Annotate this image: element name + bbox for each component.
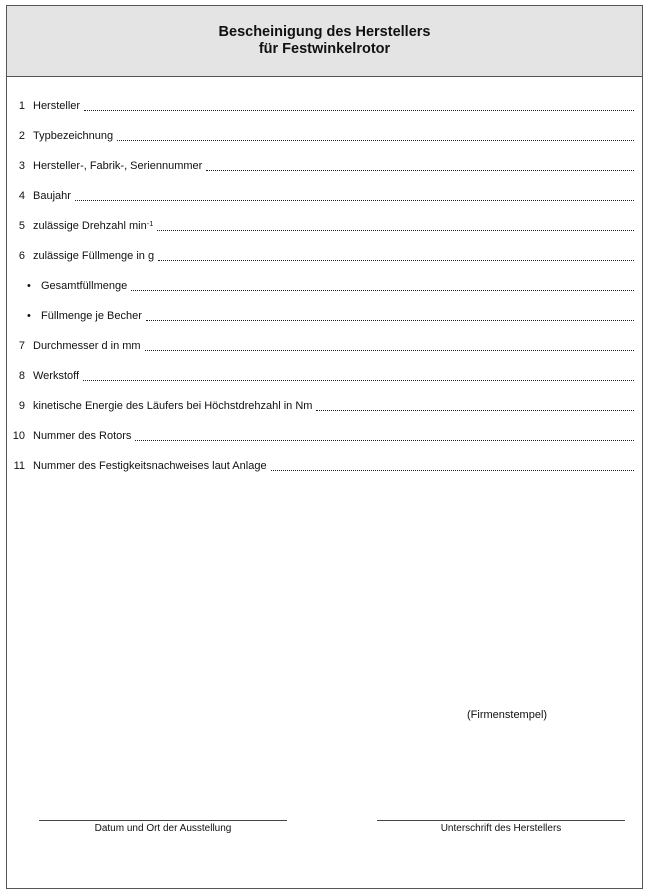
row-label: Gesamtfüllmenge	[41, 280, 128, 292]
certificate-form	[6, 5, 643, 889]
row-number: 2	[18, 130, 25, 142]
row-number: 11	[13, 460, 25, 472]
form-row[interactable]	[7, 157, 634, 173]
form-row[interactable]	[7, 217, 634, 233]
dotted-fill-line[interactable]	[146, 319, 634, 321]
dotted-fill-line[interactable]	[158, 259, 634, 261]
form-row[interactable]	[7, 127, 634, 143]
form-row[interactable]	[7, 97, 634, 113]
row-number: 4	[18, 190, 25, 202]
row-label: zulässige Füllmenge in g	[33, 250, 155, 262]
form-row[interactable]	[7, 337, 634, 353]
row-number: 1	[18, 100, 25, 112]
form-row[interactable]	[7, 367, 634, 383]
row-number: 6	[18, 250, 25, 262]
dotted-fill-line[interactable]	[83, 379, 634, 381]
dotted-fill-line[interactable]	[117, 139, 634, 141]
row-label: Nummer des Festigkeitsnachweises laut Anlage	[33, 460, 267, 472]
dotted-fill-line[interactable]	[75, 199, 634, 201]
bullet-icon: •	[27, 280, 31, 292]
row-number: 10	[12, 430, 25, 442]
dotted-fill-line[interactable]	[157, 229, 634, 231]
row-label: kinetische Energie des Läufers bei Höchstdrehzahl in Nm	[33, 400, 313, 412]
row-label: Durchmesser d in mm	[33, 340, 141, 352]
dotted-fill-line[interactable]	[84, 109, 634, 111]
row-number: 8	[18, 370, 25, 382]
row-number: 9	[18, 400, 25, 412]
form-row[interactable]	[7, 247, 634, 263]
form-row[interactable]	[7, 427, 634, 443]
company-stamp-label: (Firmenstempel)	[467, 709, 548, 721]
row-label	[33, 220, 153, 233]
row-number: 3	[18, 160, 25, 172]
manufacturer-signature-line[interactable]	[377, 820, 625, 821]
dotted-fill-line[interactable]	[206, 169, 634, 171]
form-title-line1: Bescheinigung des Herstellers	[218, 24, 431, 40]
form-header	[7, 6, 642, 77]
date-place-signature-line[interactable]	[39, 820, 287, 821]
form-title-line2: für Festwinkelrotor	[258, 41, 391, 57]
row-number: 5	[18, 220, 25, 232]
manufacturer-signature-label: Unterschrift des Herstellers	[440, 823, 562, 834]
row-label: Baujahr	[33, 190, 71, 202]
row-label: Nummer des Rotors	[33, 430, 132, 442]
dotted-fill-line[interactable]	[131, 289, 634, 291]
row-number: 7	[18, 340, 25, 352]
form-row[interactable]	[7, 457, 634, 473]
form-subrow[interactable]	[7, 277, 634, 293]
row-label: Füllmenge je Becher	[41, 310, 142, 322]
row-label-text: zulässige Drehzahl min	[33, 220, 147, 232]
row-label: Hersteller-, Fabrik-, Seriennummer	[33, 160, 203, 172]
form-row[interactable]	[7, 187, 634, 203]
row-label: Hersteller	[33, 100, 81, 112]
form-subrow[interactable]	[7, 307, 634, 323]
form-row[interactable]	[7, 397, 634, 413]
dotted-fill-line[interactable]	[316, 409, 634, 411]
dotted-fill-line[interactable]	[145, 349, 634, 351]
dotted-fill-line[interactable]	[135, 439, 634, 441]
row-label: Typbezeichnung	[33, 130, 114, 142]
dotted-fill-line[interactable]	[271, 469, 634, 471]
date-place-label: Datum und Ort der Ausstellung	[94, 823, 232, 834]
bullet-icon: •	[27, 310, 31, 322]
unit-exponent: -1	[146, 219, 154, 228]
row-label: Werkstoff	[33, 370, 80, 382]
